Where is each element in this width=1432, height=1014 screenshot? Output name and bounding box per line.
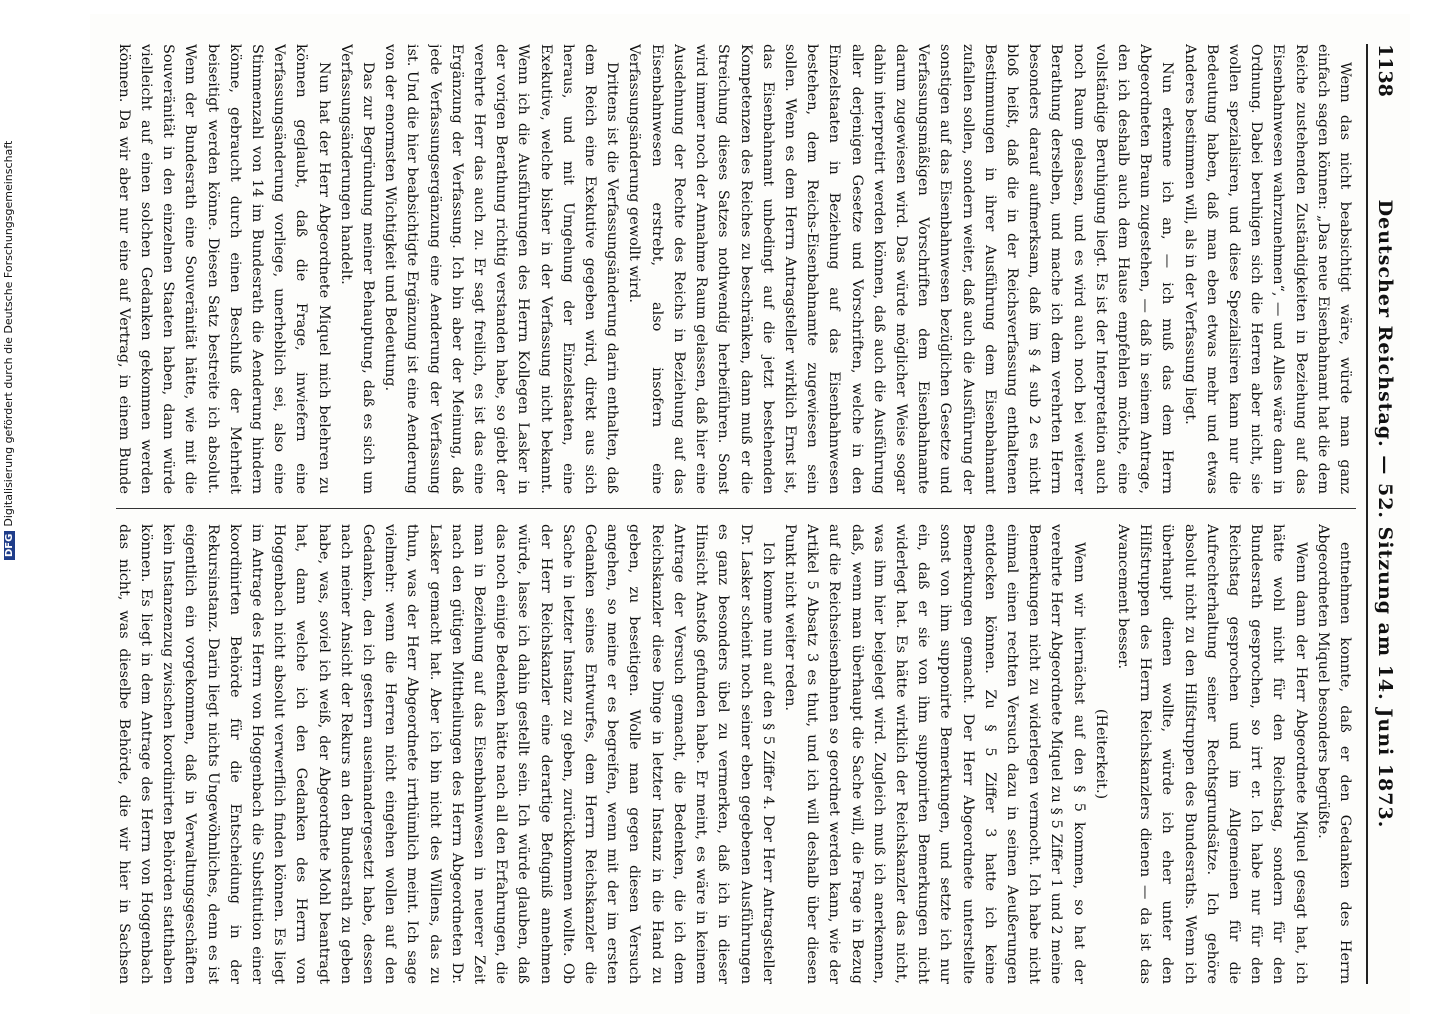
page-header (1366, 44, 1398, 984)
paragraph: Wenn dann der Herr Abgeordnete Miquel gesagt hat, ich hätte wohl nicht für den Reichstag, sondern für den Bundesrath gesprochen, so irrt er. Ich habe nur für den Reichstag gesprochen und im Allgemeinen für die Aufrechterhaltung seiner Rechtsgrundsätze. Ich gehöre absolut nicht zu den Hilfstruppen des Bundesraths. Wenn ich überhaupt dienen wollte, würde ich eher unter den Hilfstruppen des Herrn Reichskanzlers dienen — da ist das Avancement besser. (1114, 524, 1309, 984)
paragraph: Wenn wir hiernächst auf den § 5 kommen, so hat der verehrte Herr Abgeordnete Miquel zu § 5 Ziffer 1 und 2 meine Bemerkungen nicht zu widerlegen vermocht. Ich habe nicht einmal einen rechten Versuch dazu in seinen Aeußerungen entdecken können. Zu § 5 Ziffer 3 hatte ich keine Bemerkungen gemacht. Der Herr Abgeordnete unterstellte sonst von ihm supponirte Bemerkungen, und setzte ich nur ein, daß er sie von ihm supponirten Bemerkungen nicht widerlegt hat. Es hätte wirklich der Reichskanzler das nicht, was ihm hier beigelegt wird. Zugleich muß ich anerkennen, daß, wenn man überhaupt die Sache will, die Frage in Bezug auf die Reichseisenbahnen so geordnet werden kann, wie der Artikel 5 Absatz 3 es thut, und ich will deshalb über diesen Punkt nicht weiter reden. (781, 524, 1087, 984)
page-number: 1138 (1374, 44, 1396, 97)
rotated-document-page (90, 14, 1410, 1014)
paragraph: Drittens ist die Verfassungsänderung darin enthalten, daß dem Reich eine Exekutive gegeben wird, direkt aus sich heraus, und mit Umgehung der Einzelstaaten, eine Exekutive, welche bisher in der Verfassung nicht bekannt. Wenn ich die Ausführungen des Herrn Kollegen Lasker in der vorigen Berathung richtig verstanden habe, so giebt der verehrte Herr das auch zu. Er sagt freilich, es ist das eine Ergänzung der Verfassung. Ich bin aber der Meinung, daß jede Verfassungsergänzung eine Aenderung der Verfassung ist. Und die hier beabsichtigte Ergänzung ist eine Aenderung von der enormsten Wichtigkeit und Bedeutung. (382, 44, 621, 494)
dfg-logo: DFG (4, 531, 15, 560)
page-title: Deutscher Reichstag. — 52. Sitzung am 14. Juni 1873. (1374, 199, 1396, 829)
footer-text: Digitalisierung gefördert durch die Deutsche Forschungsgemeinschaft (2, 140, 15, 527)
left-text-column (116, 44, 1356, 494)
column-divider (116, 508, 1356, 509)
right-text-column (116, 524, 1356, 984)
digitization-footer (2, 120, 18, 560)
paragraph: Das zur Begründung meiner Behauptung, daß es sich um Verfassungsänderungen handelt. (337, 44, 377, 494)
paragraph: Nun hat der Herr Abgeordnete Miquel mich belehren zu können geglaubt, daß die Frage, inwiefern eine Verfassungsänderung vorliege, unerheblich sei, also eine Stimmenzahl von 14 im Bundesrath die Aenderung hindern könne, gebraucht durch einen Beschluß der Mehrheit beiseitigt werden könne. Diesen Satz bestreite ich absolut. Wenn der Bundesrath eine Souveränität hätte, wie mit die Souveränität in den einzelnen Staaten haben, dann würde vielleicht auf einen solchen Gedanken gekommen werden können. Da wir aber nur eine auf Vertrag, in einem Bunde (116, 44, 332, 494)
paragraph: Wenn das nicht beabsichtigt wäre, würde man ganz einfach sagen können: „Das neue Eisenbahnamt hat die dem Reiche zustehenden Zuständigkeiten in Beziehung auf das Eisenbahnwesen wahrzunehmen“, — und Alles wäre dann in Ordnung. Dabei beruhigen sich die Herren aber nicht, sie wollen spezialisiren, und diese Spezialisiren kann nur die Bedeutung haben, daß man eben etwas mehr und etwas Anderes bestimmen will, als in der Verfassung liegt. (1181, 44, 1353, 494)
interjection: (Heiterkeit.) (1092, 708, 1109, 800)
paragraph: Nun erkenne ich an, — ich muß das dem Herrn Abgeordneten Braun zugestehen, — daß in seinem Antrage, den ich deshalb auch dem Hause empfehlen möchte, eine vollständige Beruhigung liegt. Es ist der Interpretation auch noch Raum gelassen, und es wird auch noch bei weiterer Berathung derselben, und mache ich dem verehrten Herrn besonders darauf aufmerksam, daß im § 4 sub 2 es nicht bloß heißt, daß die in der Reichsverfassung enthaltenen Bestimmungen in ihrer Ausführung dem Eisenbahnamt zufallen sollen, sondern weiter, daß auch die Ausführung der sonstigen auf das Eisenbahnwesen bezüglichen Gesetze und Verfassungsmäßigen Vorschriften dem Eisenbahnamte darum zugewiesen wird. Das würde möglicher Weise sogar dahin interpretirt werden können, daß auch die Ausführung aller derjenigen Gesetze und Vorschriften, welche in den Einzelstaaten in Beziehung auf das Eisenbahnwesen bestehen, dem Reichs-Eisenbahnamte zugewiesen sein sollen. Wenn es dem Herrn Antragsteller wirklich Ernst ist, das Eisenbahnamt unbedingt auf die jetzt bestehenden Kompetenzen des Reiches zu beschränken, dann muß er die Streichung dieses Satzes nothwendig herbeiführen. Sonst wird immer noch der Annahme Raum gelassen, daß hier eine Ausdehnung der Rechte des Reichs in Beziehung auf das Eisenbahnwesen erstrebt, also insofern eine Verfassungsänderung gewollt wird. (626, 44, 1176, 494)
paragraph: Ich komme nun auf den § 5 Ziffer 4. Der Herr Antragsteller Dr. Lasker scheint noch seiner eben gegebenen Ausführungen es ganz besonders übel zu vermerken, daß ich in dieser Hinsicht Anstoß gefunden habe. Er meint, es wäre in keinem Antrage der Versuch gemacht, die Bedenken, die ich dem Reichskanzler diese Dinge in letzter Instanz in die Hand zu geben, zu beseitigen. Wolle man gegen diesen Versuch angehen, so meine er es begreifen, wenn mit der im ersten Gedanken seines Entwurfes, dem Herrn Reichskanzler die Sache in letzter Instanz zu geben, zurückkommen wollte. Ob der Herr Reichskanzler eine derartige Befugniß annehmen würde, lasse ich dahin gestellt sein. Ich würde glauben, daß das noch einige Bedenken hätte nach all den Erfahrungen, die man in Beziehung auf das Eisenbahnwesen in neuerer Zeit nach den gütigen Mittheilungen des Herrn Abgeordneten Dr. Lasker gemacht hat. Aber ich bin nicht des Willens, das zu thun, was der Herr Abgeordnete irrthümlich meint. Ich sage vielmehr: wenn die Herren nicht eingehen wollen auf den Gedanken, den ich gestern auseinandergesetzt habe, dessen nach meiner Ansicht der Rekurs an den Bundesrath zu geben habe, was, soviel ich weiß, der Abgeordnete Mohl beantragt hat, dann welche ich den Gedanken des Herrn von Hoggenbach nicht absolut verwerflich finden können. Es liegt im Antrage des Herrn von Hoggenbach die Substitution einer koordinirten Behörde für die Entscheidung in der Rekursinstanz. Darin liegt nichts Ungewöhnliches, denn es ist eigentlich ein vorgekommen, daß in Verwaltungsgeschäften kein Instanzenzug zwischen koordinirten Behörden statthaben können. Es liegt in dem Antrage des Herrn von Hoggenbach das nicht, was dieselbe Behörde, die wir hier in Sachsen (116, 524, 776, 984)
paragraph: entnehmen konnte, daß er den Gedanken des Herrn Abgeordneten Miquel besonders begrüßte. (1314, 524, 1353, 984)
